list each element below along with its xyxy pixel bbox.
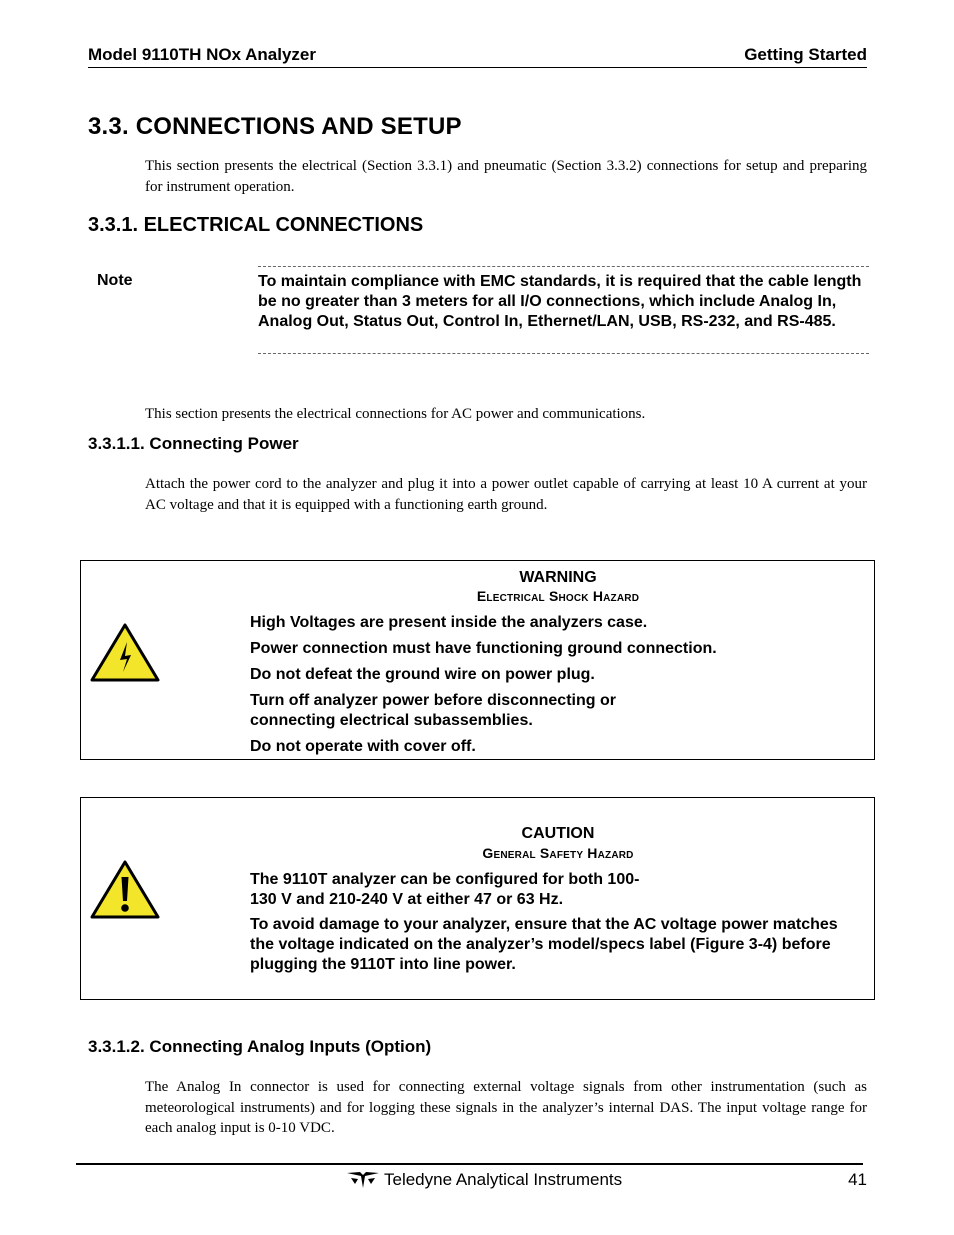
header-divider (88, 67, 867, 68)
note-bottom-divider (258, 353, 869, 354)
power-paragraph: Attach the power cord to the analyzer and plug it into a power outlet capable of carrying at least 10 A current at your AC voltage and that it is equipped with a functioning earth ground. (145, 476, 867, 513)
warning-line: High Voltages are present inside the analyzers case. (250, 614, 648, 631)
electrical-intro-paragraph: This section presents the electrical connections for AC power and communications. (145, 406, 646, 422)
analog-heading: 3.3.1.2. Connecting Analog Inputs (Option) (88, 1037, 432, 1056)
caution-subtitle: General Safety Hazard (482, 845, 634, 861)
page-number: 41 (848, 1170, 867, 1189)
header-title: Model 9110TH NOx Analyzer (88, 45, 317, 64)
general-caution-icon (89, 859, 161, 921)
caution-box (80, 797, 875, 1000)
warning-subtitle: Electrical Shock Hazard (476, 588, 640, 604)
warning-line: Turn off analyzer power before disconnecting or connecting electrical subassemblies. (250, 692, 616, 729)
section-heading: 3.3. CONNECTIONS AND SETUP (88, 113, 462, 140)
power-heading: 3.3.1.1. Connecting Power (88, 434, 299, 453)
warning-box (80, 560, 875, 760)
warning-title: WARNING (519, 569, 597, 586)
teledyne-logo-icon (346, 1170, 380, 1190)
footer-divider (76, 1163, 863, 1165)
warning-line: Do not defeat the ground wire on power plug. (250, 666, 595, 683)
warning-line: Do not operate with cover off. (250, 738, 476, 755)
warning-line: Power connection must have functioning ground connection. (250, 640, 717, 657)
caution-line: To avoid damage to your analyzer, ensure that the AC voltage power matches the voltage indicated on the analyzer’s model/specs label (Figure 3-4) before plugging the 9110T into line power. (250, 916, 838, 973)
note-text: To maintain compliance with EMC standards, it is required that the cable length be no greater than 3 meters for all I/O connections, which include Analog In, Analog Out, Status Out, Control In, Ethernet/LAN, USB, RS-232, and RS-485. (258, 273, 862, 330)
caution-title: CAUTION (521, 825, 595, 842)
analog-paragraph: The Analog In connector is used for connecting external voltage signals from other instrumentation (such as meteorological instruments) and for logging these signals in the analyzer’s internal DAS. The input voltage range for each analog input is 0-10 VDC. (145, 1079, 867, 1136)
caution-line: The 9110T analyzer can be configured for both 100-130 V and 210-240 V at either 47 or 63 Hz. (250, 871, 640, 908)
note-label: Note (97, 272, 133, 289)
header-chapter: Getting Started (744, 45, 867, 64)
footer-company: Teledyne Analytical Instruments (384, 1170, 623, 1189)
note-top-divider (258, 266, 869, 267)
section-intro-paragraph: This section presents the electrical (Section 3.3.1) and pneumatic (Section 3.3.2) connections for setup and preparing for instrument operation. (145, 158, 867, 195)
electric-shock-warning-icon (89, 622, 161, 684)
electrical-heading: 3.3.1. ELECTRICAL CONNECTIONS (88, 214, 424, 236)
